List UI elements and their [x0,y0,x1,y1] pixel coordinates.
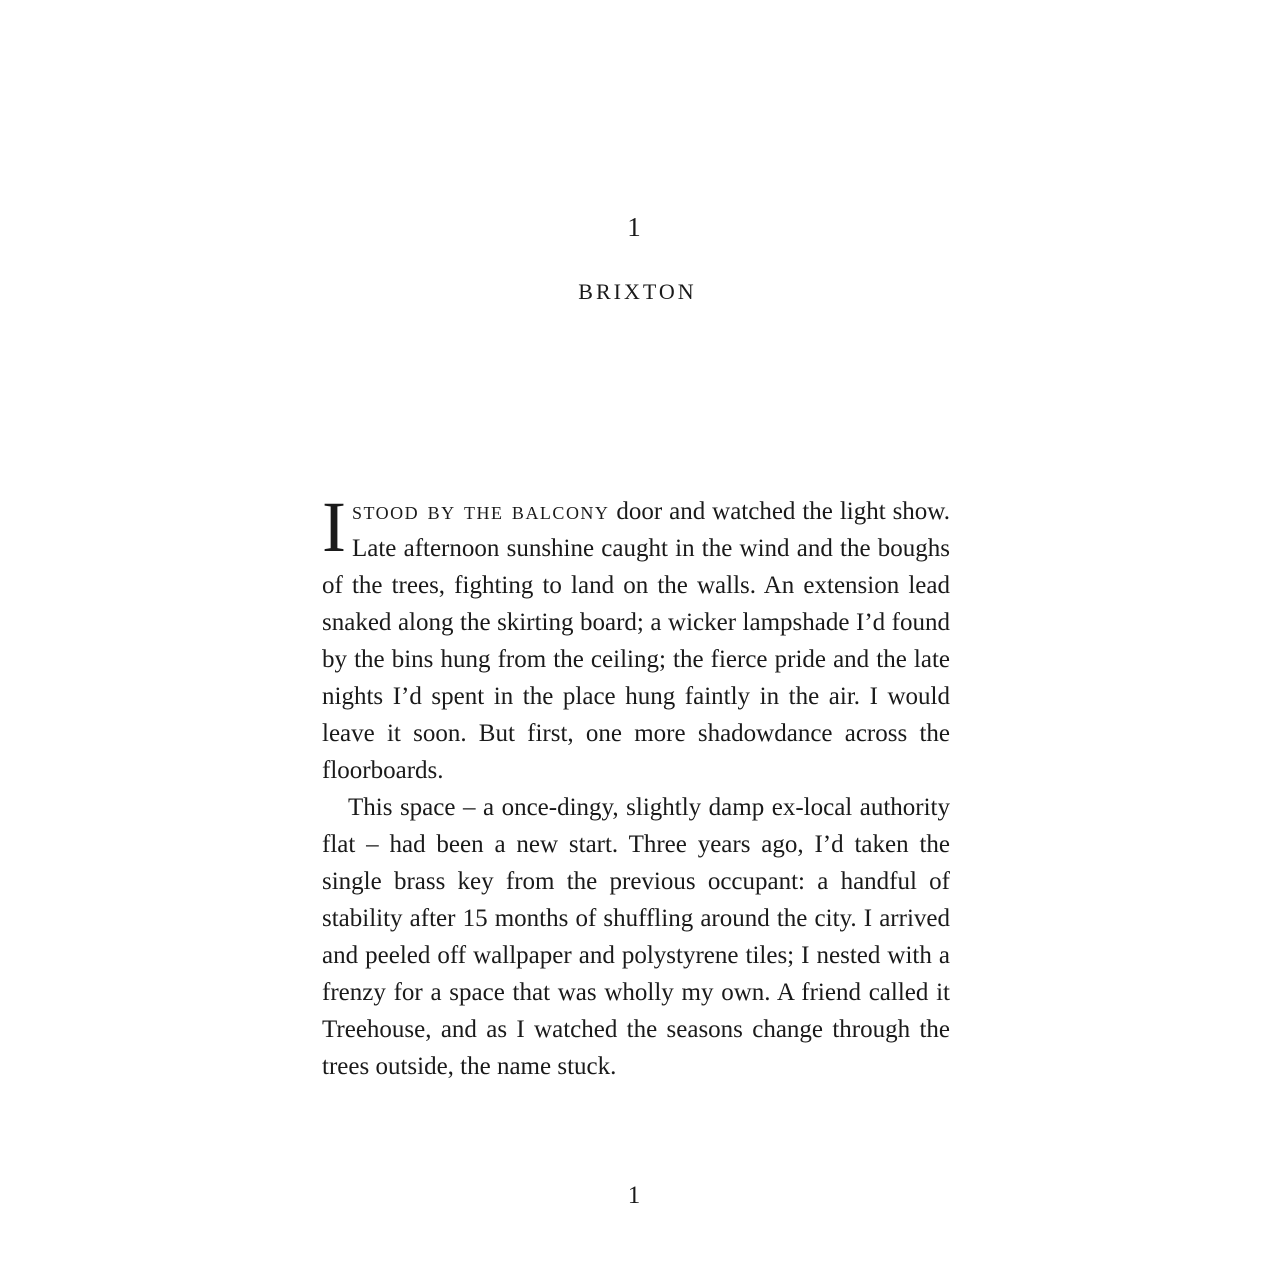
paragraph-2: This space – a once-dingy, slightly damp ex-local authority flat – had been a new start. Three years ago, I’d taken the single brass key from the previous occupant: a handful of stability after 15 months of shuffling around the city. I arrived and peeled off wallpaper and polystyrene tiles; I nested with a frenzy for a space that was wholly my own. A friend called it Treehouse, and as I watched the seasons change through the trees outside, the name stuck. [322,794,950,1080]
drop-cap: I [322,487,346,567]
chapter-number: 1 [627,212,641,242]
paragraph-1 [322,487,950,789]
chapter-body [322,487,950,1085]
lead-in-smallcaps: stood by the balcony [351,498,610,525]
chapter-title: BRIXTON [578,279,697,304]
page-number: 1 [627,1182,641,1209]
paragraph-1-text: door and watched the light show. Late afternoon sunshine caught in the wind and the boughs of the trees, fighting to land on the walls. An extension lead snaked along the skirting board; a wicker lampshade I’d found by the bins hung from the ceiling; the fierce pride and the late nights I’d spent in the place hung faintly in the air. I would leave it soon. But first, one more shadowdance across the floorboards. [322,498,950,784]
